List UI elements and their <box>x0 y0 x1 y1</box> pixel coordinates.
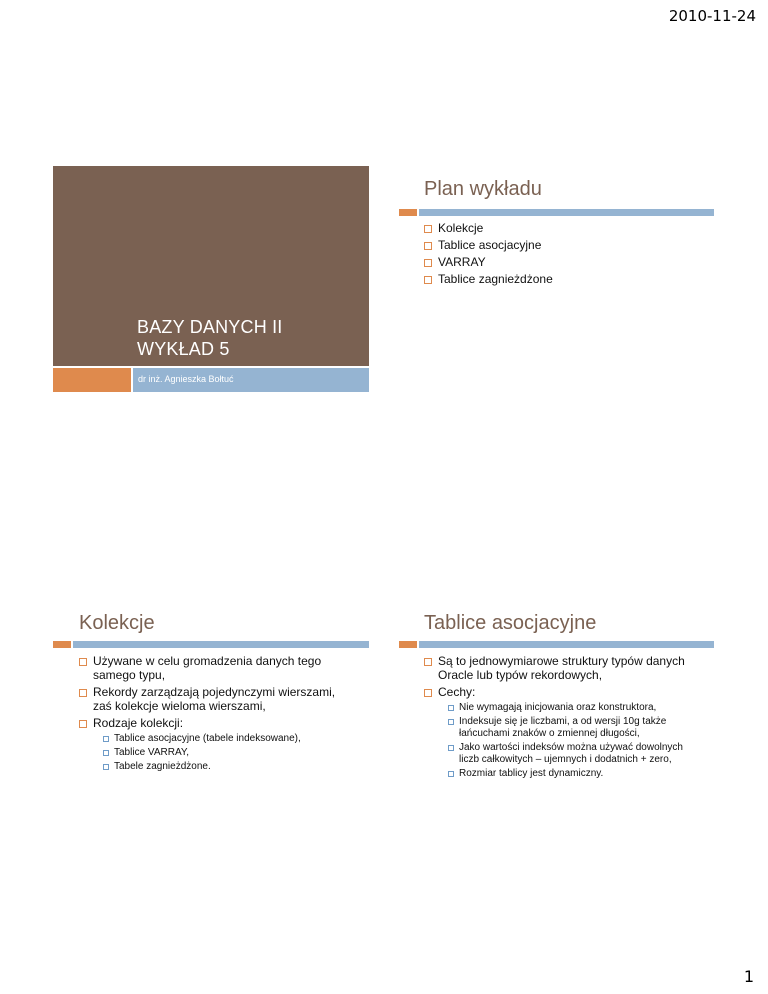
kolekcje-list <box>79 654 349 776</box>
kolekcje-orange-bar <box>53 641 71 648</box>
plan-orange-bar <box>399 209 417 216</box>
sub-bullet-icon <box>448 705 454 711</box>
list-item <box>424 272 704 286</box>
sub-bullet-icon <box>103 764 109 770</box>
list-item <box>424 685 709 780</box>
bullet-icon <box>79 689 87 697</box>
kolekcje-slide-title: Kolekcje <box>79 612 155 634</box>
bullet-icon <box>424 242 432 250</box>
sub-list-item <box>103 761 349 773</box>
sub-list-item-text: Rozmiar tablicy jest dynamiczny. <box>459 768 604 779</box>
list-item-text: Tablice asocjacyjne <box>438 238 542 252</box>
list-item <box>424 238 704 252</box>
bullet-icon <box>79 720 87 728</box>
sub-list-item-text: Jako wartości indeksów można używać dowolnych liczb całkowitych – ujemnych i dodatnich + zero, <box>459 742 683 765</box>
tablice-slide-title: Tablice asocjacyjne <box>424 612 597 634</box>
tablice-list <box>424 654 709 783</box>
sub-list-item <box>448 702 693 714</box>
sub-list-item <box>448 768 693 780</box>
title-subtitle-band <box>133 368 369 392</box>
list-item-text: Kolekcje <box>438 221 484 235</box>
sub-bullet-icon <box>448 719 454 725</box>
title-background <box>53 166 369 366</box>
bullet-icon <box>424 689 432 697</box>
sub-list-item-text: Nie wymagają inicjowania oraz konstruktora, <box>459 702 657 713</box>
sub-bullet-icon <box>103 736 109 742</box>
page-number: 1 <box>743 967 754 986</box>
sub-list-item-text: Tabele zagnieżdżone. <box>114 761 211 772</box>
title-subtitle: dr inż. Agnieszka Bołtuć <box>138 374 234 384</box>
kolekcje-blue-bar <box>73 641 369 648</box>
bullet-icon <box>79 658 87 666</box>
sub-list <box>438 702 693 780</box>
sub-list-item <box>103 733 349 745</box>
sub-bullet-icon <box>103 750 109 756</box>
list-item <box>79 654 349 682</box>
tablice-blue-bar <box>419 641 714 648</box>
list-item-text: Cechy: <box>438 685 476 699</box>
bullet-icon <box>424 259 432 267</box>
title-text <box>137 316 357 360</box>
sub-bullet-icon <box>448 771 454 777</box>
list-item-text: Rekordy zarządzają pojedynczymi wierszami, zaś kolekcje wieloma wierszami, <box>93 685 336 713</box>
tablice-orange-bar <box>399 641 417 648</box>
bullet-icon <box>424 225 432 233</box>
plan-list <box>424 221 704 289</box>
list-item <box>79 685 349 713</box>
list-item-text: Używane w celu gromadzenia danych tego samego typu, <box>93 654 322 682</box>
sub-list-item <box>448 742 693 766</box>
title-line-1: BAZY DANYCH II <box>137 317 283 337</box>
page-date: 2010-11-24 <box>668 7 756 25</box>
title-line-2: WYKŁAD 5 <box>137 339 230 359</box>
sub-list-item-text: Tablice asocjacyjne (tabele indeksowane), <box>114 733 301 744</box>
bullet-icon <box>424 658 432 666</box>
list-item-text: Rodzaje kolekcji: <box>93 716 184 730</box>
list-item-text: VARRAY <box>438 255 486 269</box>
title-orange-block <box>53 368 131 392</box>
sub-list-item <box>448 716 693 740</box>
list-item <box>79 716 349 773</box>
list-item-text: Tablice zagnieżdżone <box>438 272 553 286</box>
sub-list-item-text: Tablice VARRAY, <box>114 747 190 758</box>
list-item-text: Są to jednowymiarowe struktury typów danych Oracle lub typów rekordowych, <box>438 654 685 682</box>
list-item <box>424 221 704 235</box>
bullet-icon <box>424 276 432 284</box>
sub-list-item <box>103 747 349 759</box>
sub-bullet-icon <box>448 745 454 751</box>
list-item <box>424 654 709 682</box>
sub-list <box>93 733 349 773</box>
plan-slide-title: Plan wykładu <box>424 178 542 200</box>
plan-blue-bar <box>419 209 714 216</box>
sub-list-item-text: Indeksuje się je liczbami, a od wersji 10g także łańcuchami znaków o zmiennej długości, <box>459 716 667 739</box>
list-item <box>424 255 704 269</box>
